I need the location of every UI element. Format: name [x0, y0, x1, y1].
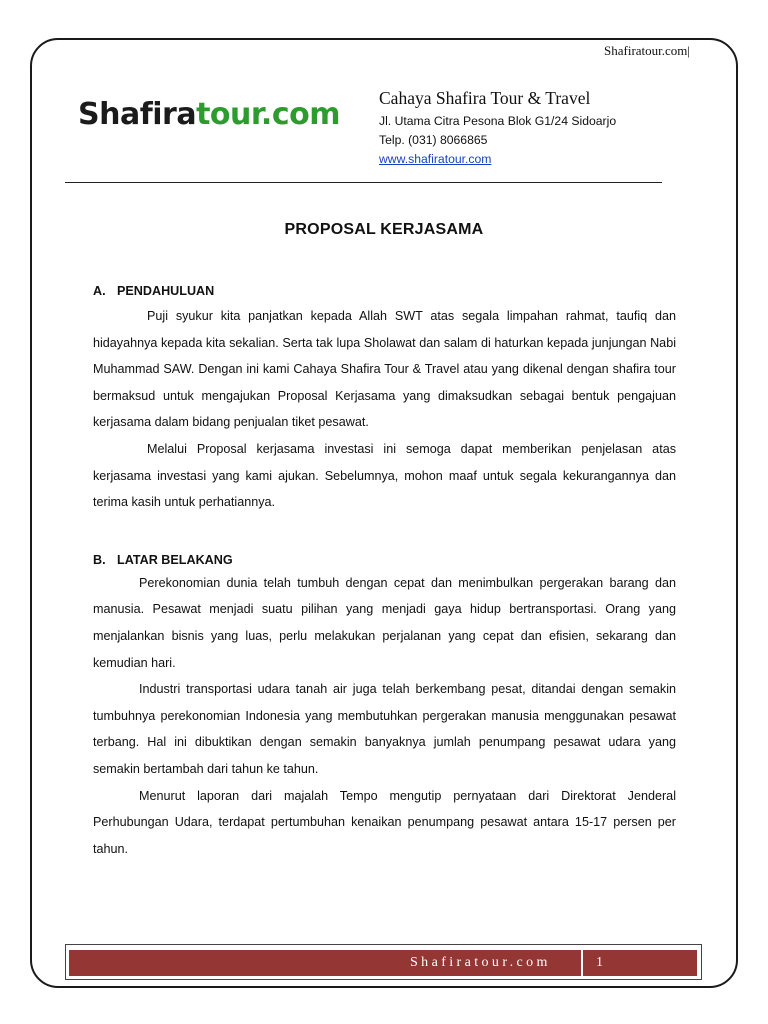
header-divider [65, 182, 662, 183]
paragraph: Melalui Proposal kerjasama investasi ini semoga dapat memberikan penjelasan atas kerjasama investasi yang kami ajukan. Sebelumnya, mohon maaf untuk segala kekurangannya dan terima kasih untuk perhatiannya. [93, 441, 676, 510]
document-body [93, 281, 676, 862]
paragraph: Menurut laporan dari majalah Tempo mengutip pernyataan dari Direktorat Jenderal Perhubungan Udara, terdapat pertumbuhan kenaikan penumpang pesawat antara 15-17 persen per tahun. [93, 788, 676, 856]
section-heading-a: A. PENDAHULUAN [93, 284, 215, 298]
footer-separator [581, 950, 583, 976]
company-address: Jl. Utama Citra Pesona Blok G1/24 Sidoarjo [379, 114, 617, 128]
company-name: Cahaya Shafira Tour & Travel [379, 88, 591, 108]
company-phone: Telp. (031) 8066865 [379, 133, 488, 147]
logo-text-tour: tour.com [196, 97, 340, 132]
footer-site-name: Shafiratour.com [410, 955, 551, 970]
document-title: PROPOSAL KERJASAMA [284, 221, 484, 238]
logo-text-shafira: Shafira [78, 97, 197, 132]
company-logo [78, 97, 340, 132]
company-info [379, 88, 679, 169]
paragraph: Perekonomian dunia telah tumbuh dengan cepat dan menimbulkan pergerakan barang dan manusia. Pesawat menjadi suatu pilihan yang menjadi gaya hidup bertransportasi. Orang yang menjalankan bisnis yang luas, perlu melakukan perjalanan yang cepat dan efisien, sekarang dan kemudian hari. [93, 575, 676, 670]
header-site-tag: Shafiratour.com| [604, 43, 690, 58]
paragraph: Puji syukur kita panjatkan kepada Allah SWT atas segala limpahan rahmat, taufiq dan hidayahnya kepada kita sekalian. Serta tak lupa Sholawat dan salam di haturkan kepada junjungan Nabi Muhammad SAW. Dengan ini kami Cahaya Shafira Tour & Travel atau yang dikenal dengan shafira tour bermaksud untuk mengajukan Proposal Kerjasama yang dimaksudkan sebagai bentuk pengajuan kerjasama dalam bidang penjualan tiket pesawat. [93, 309, 676, 430]
company-website-link[interactable]: www.shafiratour.com [379, 152, 492, 166]
page-number: 1 [596, 955, 603, 970]
section-heading-b: B. LATAR BELAKANG [93, 552, 233, 567]
paragraph: Industri transportasi udara tanah air juga telah berkembang pesat, ditandai dengan semakin tumbuhnya perekonomian Indonesia yang membutuhkan pergerakan manusia menggunakan pesawat terbang. Hal ini dibuktikan dengan semakin banyaknya jumlah penumpang pesawat udara yang semakin bertambah dari tahun ke tahun. [93, 682, 676, 776]
